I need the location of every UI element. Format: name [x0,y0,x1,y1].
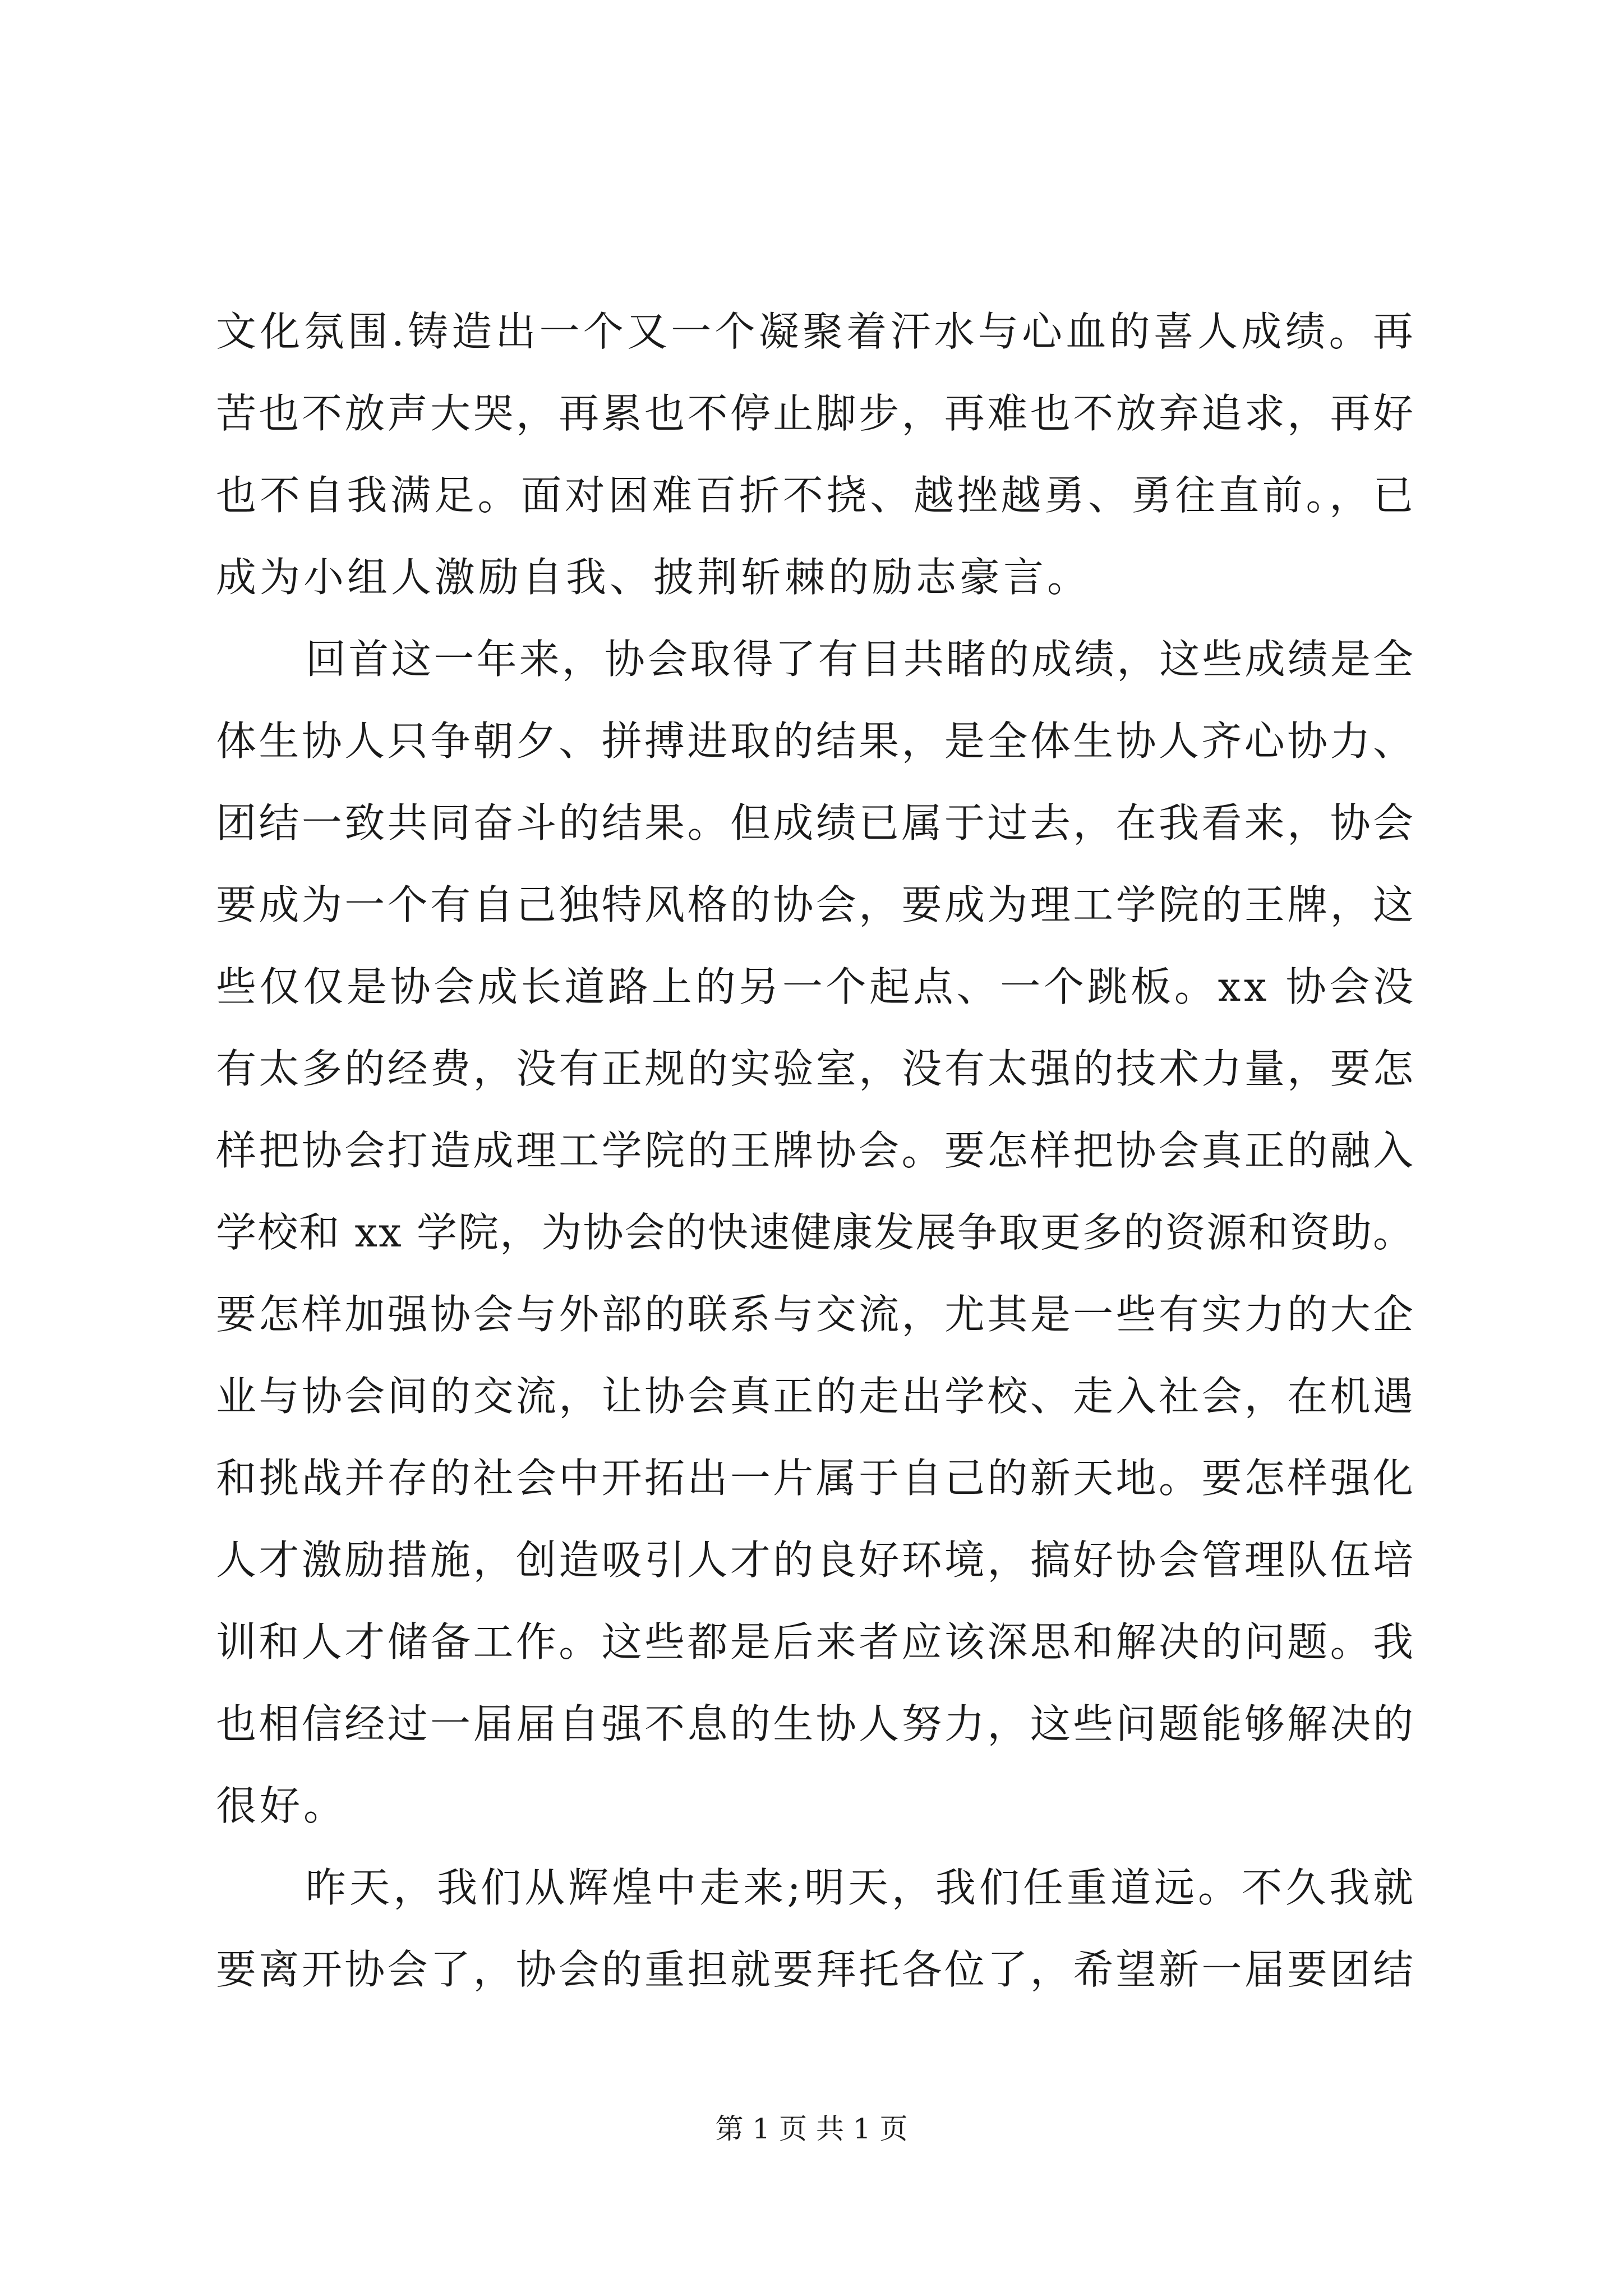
text-line [216,864,1416,946]
line-text: 要离开协会了，协会的重担就要拜托各位了，希望新一届要团结 [216,1946,1416,1993]
line-text: 文化氛围.铸造出一个又一个凝聚着汗水与心血的喜人成绩。再 [216,308,1417,355]
text-line [216,372,1416,454]
text-line [216,782,1416,864]
line-text: 回首这一年来，协会取得了有目共睹的成绩，这些成绩是全 [306,636,1416,683]
line-text: 苦也不放声大哭，再累也不停止脚步，再难也不放弃追求，再好 [216,390,1416,437]
text-line [216,946,1417,1028]
text-line [216,1028,1416,1110]
text-line [216,700,1416,782]
text-line [216,1847,1417,1929]
line-text: 要怎样加强协会与外部的联系与交流，尤其是一些有实力的大企 [216,1291,1416,1338]
text-line [216,1519,1416,1601]
line-text: 训和人才储备工作。这些都是后来者应该深思和解决的问题。我 [216,1618,1416,1665]
text-line [216,1110,1416,1191]
document-body [216,291,1417,2010]
line-text: 昨天，我们从辉煌中走来;明天，我们任重道远。不久我就 [306,1864,1417,1911]
line-text: 学校和 xx 学院，为协会的快速健康发展争取更多的资源和资助。 [216,1209,1415,1256]
line-text: 也不自我满足。面对困难百折不挠、越挫越勇、勇往直前。，已 [216,472,1417,519]
line-text: 些仅仅是协会成长道路上的另一个起点、一个跳板。xx 协会没 [216,963,1417,1010]
text-line [216,1437,1416,1519]
line-text: 有太多的经费，没有正规的实验室，没有太强的技术力量，要怎 [216,1045,1416,1092]
line-text: 团结一致共同奋斗的结果。但成绩已属于过去，在我看来，协会 [216,799,1416,846]
text-line [216,1355,1416,1437]
text-line [216,1683,1416,1765]
text-line [216,1765,1413,1847]
text-line [216,1929,1416,2010]
line-text: 也相信经过一届届自强不息的生协人努力，这些问题能够解决的 [216,1700,1416,1747]
text-line [216,1601,1416,1683]
page-footer: 第 1 页 共 1 页 [715,2113,908,2145]
line-text: 业与协会间的交流，让协会真正的走出学校、走入社会，在机遇 [216,1373,1416,1420]
text-line [216,291,1417,372]
line-text: 样把协会打造成理工学院的王牌协会。要怎样把协会真正的融入 [216,1127,1416,1174]
line-text: 和挑战并存的社会中开拓出一片属于自己的新天地。要怎样强化 [216,1455,1416,1502]
line-text: 成为小组人激励自我、披荆斩棘的励志豪言。 [216,554,1091,601]
text-line [216,454,1417,536]
line-text: 人才激励措施，创造吸引人才的良好环境，搞好协会管理队伍培 [216,1536,1416,1584]
line-text: 体生协人只争朝夕、拼搏进取的结果，是全体生协人齐心协力、 [216,717,1416,765]
text-line [216,536,1413,618]
line-text: 要成为一个有自己独特风格的协会，要成为理工学院的王牌，这 [216,881,1416,928]
text-line [216,1191,1413,1273]
line-text: 很好。 [216,1782,348,1829]
text-line [216,618,1416,700]
text-line [216,1273,1416,1355]
